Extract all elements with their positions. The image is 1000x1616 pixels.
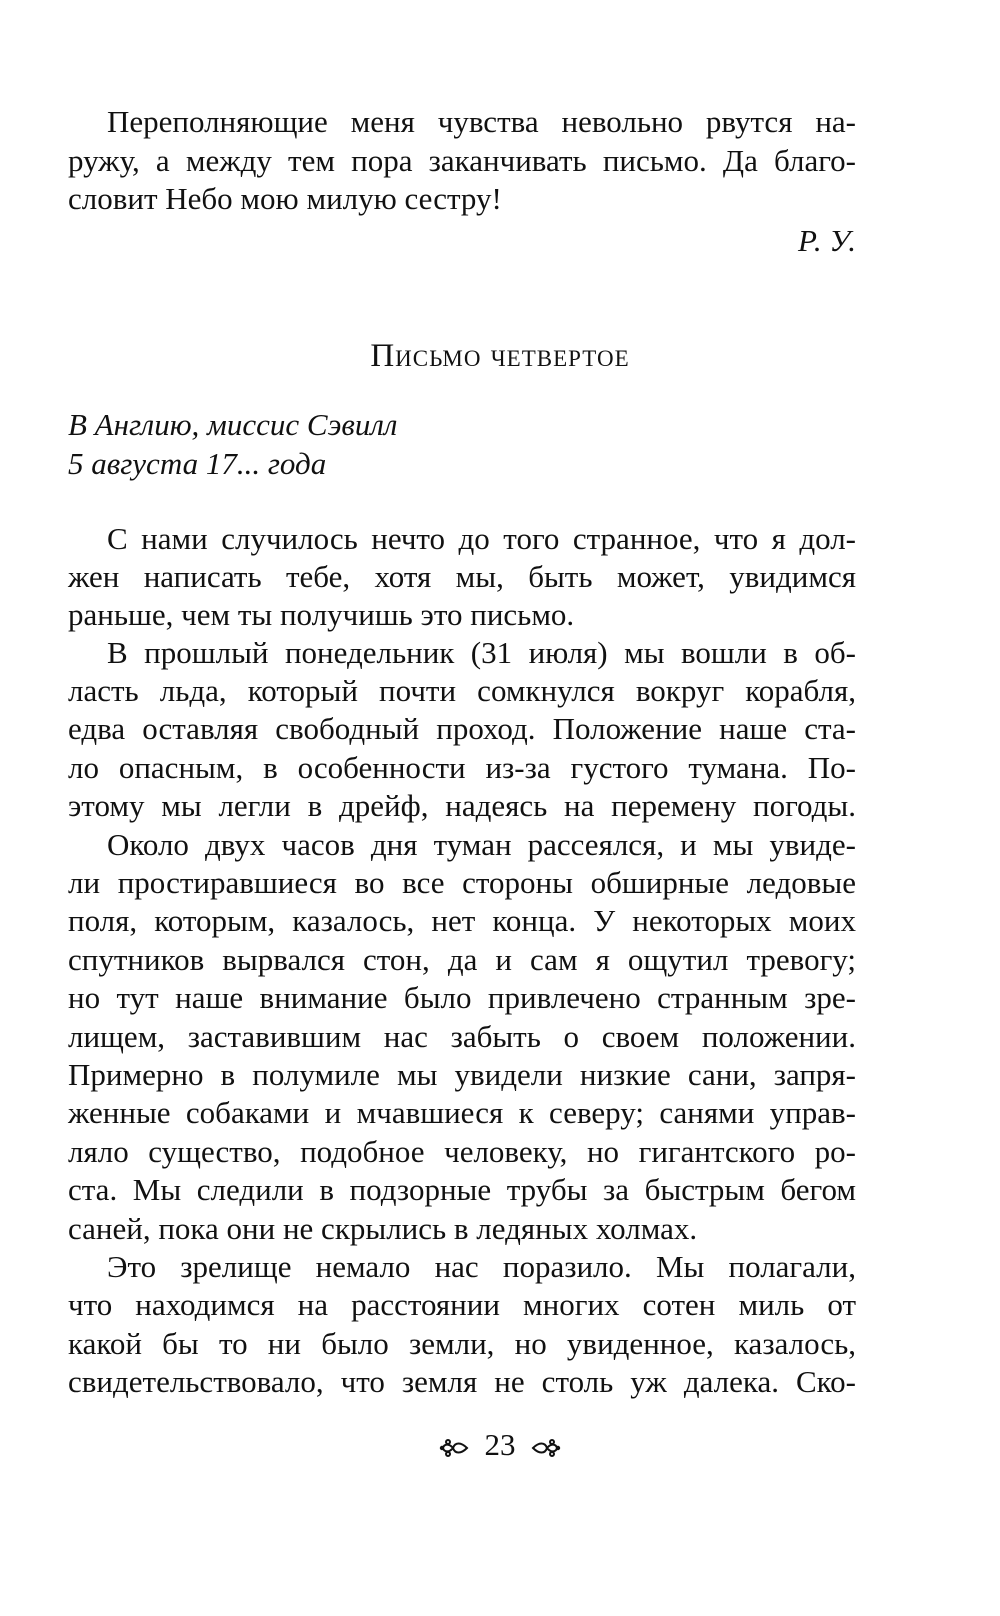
p4-line-4: свидетельствовало, что земля не столь уж далека. Ско- (68, 1364, 856, 1399)
fleuron-left-icon (439, 1429, 469, 1467)
p3-line-10: ста. Мы следили в подзорные трубы за быстрым бегом (68, 1172, 856, 1207)
p2-line-4: ло опасным, в особенности из-за густого тумана. По- (68, 750, 856, 785)
intro-line-1: Переполняющие меня чувства невольно рвутся на- (107, 104, 856, 139)
p4-line-1: Это зрелище немало нас поразило. Мы полагали, (107, 1249, 856, 1284)
p2-line-3: едва оставляя свободный проход. Положение наше ста- (68, 711, 856, 746)
p3-line-3: поля, которым, казалось, нет конца. У некоторых моих (68, 903, 856, 938)
page-number: 23 (484, 1427, 516, 1462)
p3-line-1: Около двух часов дня туман рассеялся, и мы увиде- (107, 827, 856, 862)
p2-line-1: В прошлый понедельник (31 июля) мы вошли в об- (107, 635, 856, 670)
p3-line-7: Примерно в полумиле мы увидели низкие сани, запря- (68, 1057, 856, 1092)
p2-line-5: этому мы легли в дрейф, надеясь на перемену погоды. (68, 788, 856, 823)
p3-line-8: женные собаками и мчавшиеся к северу; санями управ- (68, 1095, 856, 1130)
fleuron-right-icon (531, 1429, 561, 1467)
signature: Р. У. (798, 223, 856, 258)
p1-line-1: С нами случилось нечто до того странное, что я дол- (107, 521, 856, 556)
p1-line-2: жен написать тебе, хотя мы, быть может, увидимся (68, 559, 856, 594)
p3-line-4: спутников вырвался стон, да и сам я ощутил тревогу; (68, 942, 856, 977)
p1-line-3: раньше, чем ты получишь это письмо. (68, 597, 575, 632)
address-recipient: В Англию, миссис Сэвилл (68, 407, 398, 442)
p3-line-11: саней, пока они не скрылись в ледяных холмах. (68, 1211, 698, 1246)
p4-line-2: что находимся на расстоянии многих сотен миль от (68, 1287, 856, 1322)
p3-line-2: ли простиравшиеся во все стороны обширные ледовые (68, 865, 856, 900)
p2-line-2: ласть льда, который почти сомкнулся вокруг корабля, (68, 673, 856, 708)
p4-line-3: какой бы то ни было земли, но увиденное, казалось, (68, 1326, 856, 1361)
address-date: 5 августа 17... года (68, 446, 327, 481)
intro-line-3: словит Небо мою милую сестру! (68, 181, 502, 216)
p3-line-6: лищем, заставившим нас забыть о своем положении. (68, 1019, 856, 1054)
p3-line-5: но тут наше внимание было привлечено странным зре- (68, 980, 856, 1015)
letter-heading: Письмо четвертое (370, 338, 630, 374)
p3-line-9: ляло существо, подобное человеку, но гигантского ро- (68, 1134, 856, 1169)
page-footer (0, 1426, 1000, 1467)
intro-line-2: ружу, а между тем пора заканчивать письмо. Да благо- (68, 143, 856, 178)
